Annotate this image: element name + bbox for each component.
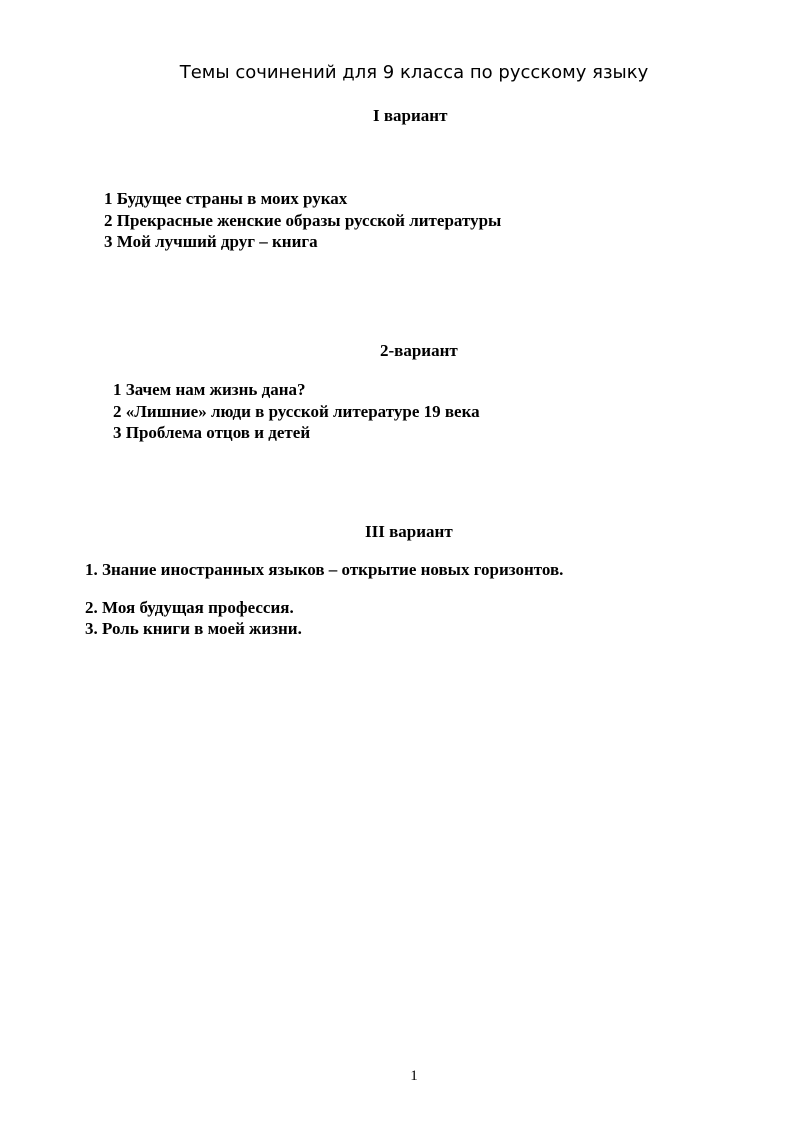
- variant-3-topic-2: 2. Моя будущая профессия.: [85, 597, 294, 617]
- variant-2-topic-3: 3 Проблема отцов и детей: [113, 423, 311, 442]
- variant-2-topic-list: [113, 379, 480, 444]
- variant-3-topic-3: 3. Роль книги в моей жизни.: [85, 619, 302, 638]
- variant-1-topic-2: 2 Прекрасные женские образы русской литературы: [104, 210, 502, 230]
- variant-1-topic-1: 1 Будущее страны в моих руках: [104, 189, 348, 208]
- variant-2-topic-2: 2 «Лишние» люди в русской литературе 19 века: [113, 401, 480, 421]
- document-title: Темы сочинений для 9 класса по русскому языку: [179, 62, 649, 83]
- variant-1-heading: I вариант: [373, 106, 448, 125]
- variant-1-topic-list: [104, 188, 501, 253]
- variant-3-topic-list: [85, 559, 563, 640]
- variant-3-topic-1: 1. Знание иностранных языков – открытие новых горизонтов.: [85, 560, 564, 579]
- variant-1-topic-3: 3 Мой лучший друг – книга: [104, 232, 318, 251]
- page-number: 1: [410, 1068, 418, 1084]
- variant-3-heading: III вариант: [365, 522, 453, 541]
- variant-2-topic-1: 1 Зачем нам жизнь дана?: [113, 380, 306, 399]
- variant-2-heading: 2-вариант: [380, 341, 458, 360]
